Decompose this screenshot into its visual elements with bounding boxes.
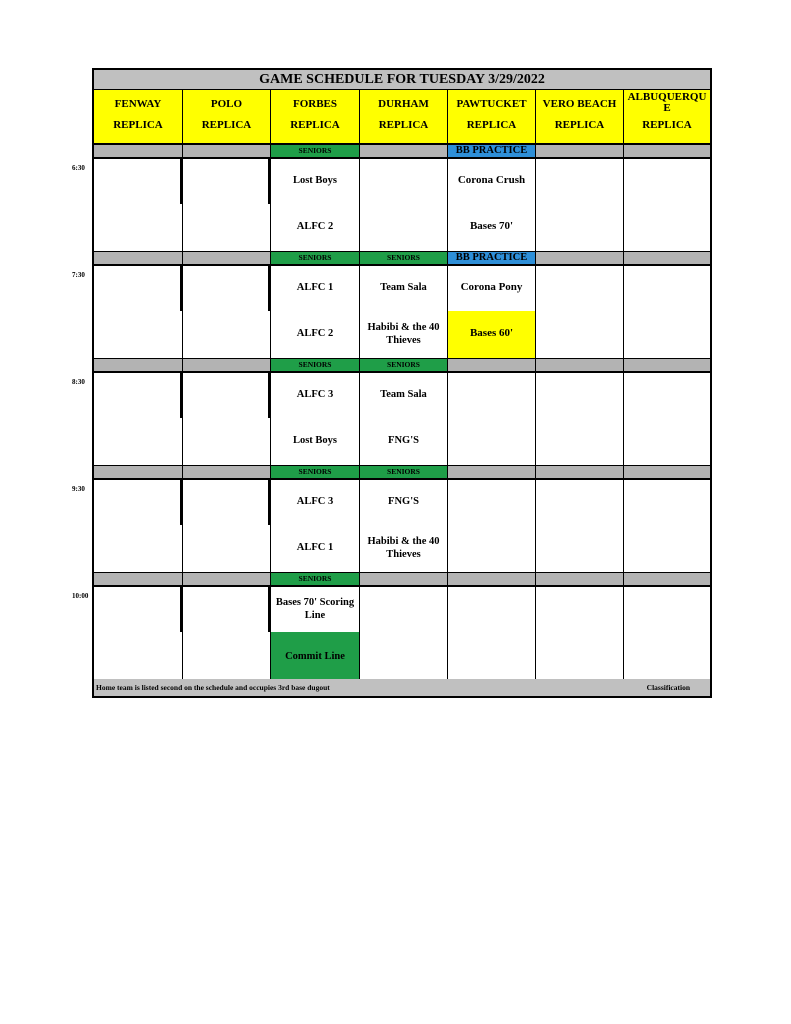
slot-band [624,251,710,265]
schedule-cell-forbes [271,479,360,572]
schedule-cell-albuquerque [624,586,710,679]
schedule-cell-albuquerque [624,158,710,251]
schedule-cell-polo [183,265,271,358]
slot-band [183,144,271,158]
schedule-title: GAME SCHEDULE FOR TUESDAY 3/29/2022 [94,70,710,90]
slot-band: SENIORS [271,251,360,265]
slot-band [94,572,183,586]
slot-band [536,358,624,372]
schedule-cell-albuquerque [624,372,710,465]
schedule-cell-fenway [94,158,183,251]
slot-divider [94,586,710,587]
schedule-cell-durham [360,479,448,572]
slot-band [624,465,710,479]
home-away-team-top: Corona Pony [460,281,523,293]
home-away-team-bottom: ALFC 1 [296,542,334,553]
schedule-cell-pawtucket [448,265,536,358]
schedule-cell-fenway [94,586,183,679]
field-sub: REPLICA [113,119,163,131]
schedule-cell-polo [183,586,271,679]
field-name-line-2: E [663,102,671,114]
home-away-team-bottom: Bases 60' [469,327,514,339]
home-away-team-top: Team Sala [380,282,427,293]
slot-band [536,251,624,265]
schedule-cell-vero-beach [536,372,624,465]
schedule-cell-polo [183,479,271,572]
schedule-cell-forbes [271,158,360,251]
column-marker [180,479,182,525]
field-name: DURHAM [378,98,429,110]
schedule-cell-pawtucket [448,158,536,251]
schedule-cell-pawtucket [448,479,536,572]
home-away-team-top: ALFC 1 [296,282,334,293]
slot-band: BB PRACTICE [448,144,536,158]
slot-divider [94,479,710,480]
schedule-cell-vero-beach [536,265,624,358]
home-away-team-bottom: Commit Line [285,651,345,662]
field-header-forbes [271,90,360,144]
slot-band: SENIORS [360,465,448,479]
schedule-sheet [92,68,712,698]
column-marker [268,265,270,311]
slot-band [94,144,183,158]
column-marker [180,586,182,632]
field-sub: REPLICA [201,119,252,131]
column-marker [180,158,182,204]
field-name: VERO BEACH [542,98,617,110]
slot-band [94,358,183,372]
slot-band [448,465,536,479]
schedule-cell-forbes [271,372,360,465]
time-label: 10:00 [72,592,89,600]
field-name: PAWTUCKET [456,98,527,110]
schedule-cell-albuquerque [624,479,710,572]
schedule-cell-fenway [94,265,183,358]
field-sub: REPLICA [290,119,340,131]
column-marker [268,586,270,632]
schedule-cell-pawtucket [448,586,536,679]
slot-band [624,358,710,372]
slot-divider [94,158,710,159]
schedule-cell-fenway [94,479,183,572]
field-header-fenway [94,90,183,144]
slot-band [94,465,183,479]
column-marker [268,158,270,204]
home-away-team-top: Team Sala [380,389,427,400]
home-away-team-bottom: Lost Boys [292,435,338,446]
slot-divider [94,372,710,373]
slot-divider [94,265,710,266]
home-away-team-top: Corona Crush [457,174,526,186]
slot-band [624,144,710,158]
schedule-cell-durham [360,158,448,251]
home-away-team-bottom: ALFC 2 [296,221,334,232]
field-header-pawtucket [448,90,536,144]
column-marker [268,372,270,418]
time-label: 7:30 [72,271,85,279]
slot-band: SENIORS [271,358,360,372]
schedule-cell-pawtucket [448,372,536,465]
field-sub: REPLICA [378,119,429,131]
slot-band: SENIORS [271,144,360,158]
slot-band [360,572,448,586]
footer-note: Home team is listed second on the schedule and occupies 3rd base dugout [96,683,330,692]
schedule-cell-durham [360,372,448,465]
schedule-cell-polo [183,372,271,465]
home-away-team-top: FNG'S [388,496,419,507]
slot-band [536,465,624,479]
schedule-cell-durham [360,265,448,358]
footer-bar [94,678,710,696]
home-away-team-bottom: FNG'S [388,435,419,446]
slot-band: SENIORS [360,251,448,265]
field-name: FENWAY [114,98,162,110]
slot-band [448,358,536,372]
field-header-albuquerque [624,90,710,144]
home-away-team-bottom: ALFC 2 [296,328,334,339]
schedule-cell-vero-beach [536,479,624,572]
slot-band [94,251,183,265]
schedule-cell-albuquerque [624,265,710,358]
home-away-team-top: ALFC 3 [296,496,334,507]
field-name: FORBES [292,98,337,110]
field-sub: REPLICA [466,119,517,131]
slot-band [536,572,624,586]
field-header-polo [183,90,271,144]
home-away-team-top: Lost Boys [292,175,338,186]
field-name-line-1: ALBUQUERQU [627,91,707,103]
schedule-cell-forbes [271,265,360,358]
slot-band [183,251,271,265]
home-away-team-top: ALFC 3 [296,389,334,400]
column-marker [180,265,182,311]
column-marker [268,479,270,525]
footer-classification: Classification [646,683,690,692]
schedule-cell-vero-beach [536,586,624,679]
home-away-team-bottom: Bases 70' [469,220,514,232]
field-name [624,92,710,114]
field-name: POLO [210,98,243,110]
schedule-cell-vero-beach [536,158,624,251]
slot-band: SENIORS [360,358,448,372]
field-sub: REPLICA [554,119,605,131]
slot-band [624,572,710,586]
slot-band: SENIORS [271,572,360,586]
slot-band [536,144,624,158]
home-away-team-bottom: Habibi & the 40 Thieves [367,536,440,560]
schedule-cell-fenway [94,372,183,465]
time-label: 9:30 [72,485,85,493]
schedule-cell-polo [183,158,271,251]
home-away-team-top: Bases 70' Scoring Line [275,597,355,621]
slot-band [183,572,271,586]
slot-band [183,358,271,372]
schedule-cell-forbes [271,586,360,679]
time-label: 8:30 [72,378,85,386]
slot-band: BB PRACTICE [448,251,536,265]
slot-band [448,572,536,586]
field-sub: REPLICA [642,119,692,131]
slot-band: SENIORS [271,465,360,479]
time-label: 6:30 [72,164,85,172]
slot-band [183,465,271,479]
column-marker [180,372,182,418]
home-away-team-bottom: Habibi & the 40 Thieves [367,322,440,346]
slot-band [360,144,448,158]
field-header-vero-beach [536,90,624,144]
field-header-durham [360,90,448,144]
schedule-cell-durham [360,586,448,679]
